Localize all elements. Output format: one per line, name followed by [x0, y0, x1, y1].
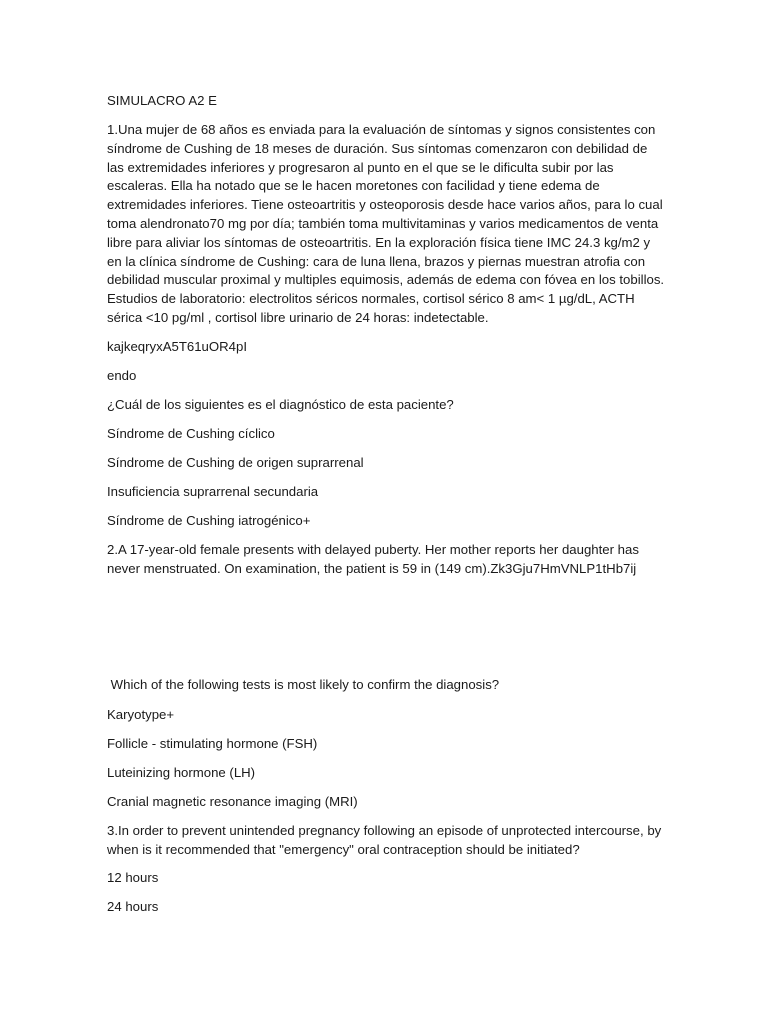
question-2-option-1: Karyotype+ — [107, 707, 175, 722]
question-1-option-3: Insuficiencia suprarrenal secundaria — [107, 484, 319, 499]
question-2-option-3: Luteinizing hormone (LH) — [107, 765, 256, 780]
question-2-option-2: Follicle - stimulating hormone (FSH) — [107, 736, 318, 751]
question-2-prompt: Which of the following tests is most likely to confirm the diagnosis? — [107, 677, 500, 692]
question-2-stem: 2.A 17-year-old female presents with delayed puberty. Her mother reports her daughter has never menstruated. On examination, the patient is 59 in (149 cm).Zk3Gju7HmVNLP1tHb7ij — [107, 542, 639, 576]
question-1-option-4: Síndrome de Cushing iatrogénico+ — [107, 513, 311, 528]
question-1-tag: endo — [107, 368, 137, 383]
question-2-option-4: Cranial magnetic resonance imaging (MRI) — [107, 794, 358, 809]
question-1-option-2: Síndrome de Cushing de origen suprarrenal — [107, 455, 364, 470]
question-1-option-1: Síndrome de Cushing cíclico — [107, 426, 275, 441]
question-3-option-1: 12 hours — [107, 870, 159, 885]
question-1-code: kajkeqryxA5T61uOR4pI — [107, 339, 248, 354]
question-1-stem: 1.Una mujer de 68 años es enviada para la evaluación de síntomas y signos consistentes con síndrome de Cushing de 18 meses de duración. Sus síntomas comenzaron con debilidad de las extremidades inferiores y progresaron al punto en el que se le dificulta subir por las escaleras. Ella ha notado que se le hacen moretones con facilidad y tiene edema de extremidades inferiores. Tiene osteoartritis y osteoporosis desde hace varios años, para lo cual toma alendronato70 mg por día; también toma multivitaminas y varios medicamentos de venta libre para aliviar los síntomas de osteoartritis. En la exploración física tiene IMC 24.3 kg/m2 y en la clínica síndrome de Cushing: cara de luna llena, brazos y piernas muestran atrofia con debilidad muscular proximal y multiples equimosis, además de edema con fóvea en los tobillos. Estudios de laboratorio: electrolitos séricos normales, cortisol sérico 8 am< 1 µg/dL, ACTH sérica <10 pg/ml , cortisol libre urinario de 24 horas: indetectable. — [107, 122, 665, 325]
question-3-stem: 3.In order to prevent unintended pregnancy following an episode of unprotected intercourse, by when is it recommended that "emergency" oral contraception should be initiated? — [107, 823, 662, 857]
question-1-prompt: ¿Cuál de los siguientes es el diagnóstico de esta paciente? — [107, 397, 454, 412]
document-title: SIMULACRO A2 E — [107, 93, 217, 108]
question-3-option-2: 24 hours — [107, 899, 159, 914]
